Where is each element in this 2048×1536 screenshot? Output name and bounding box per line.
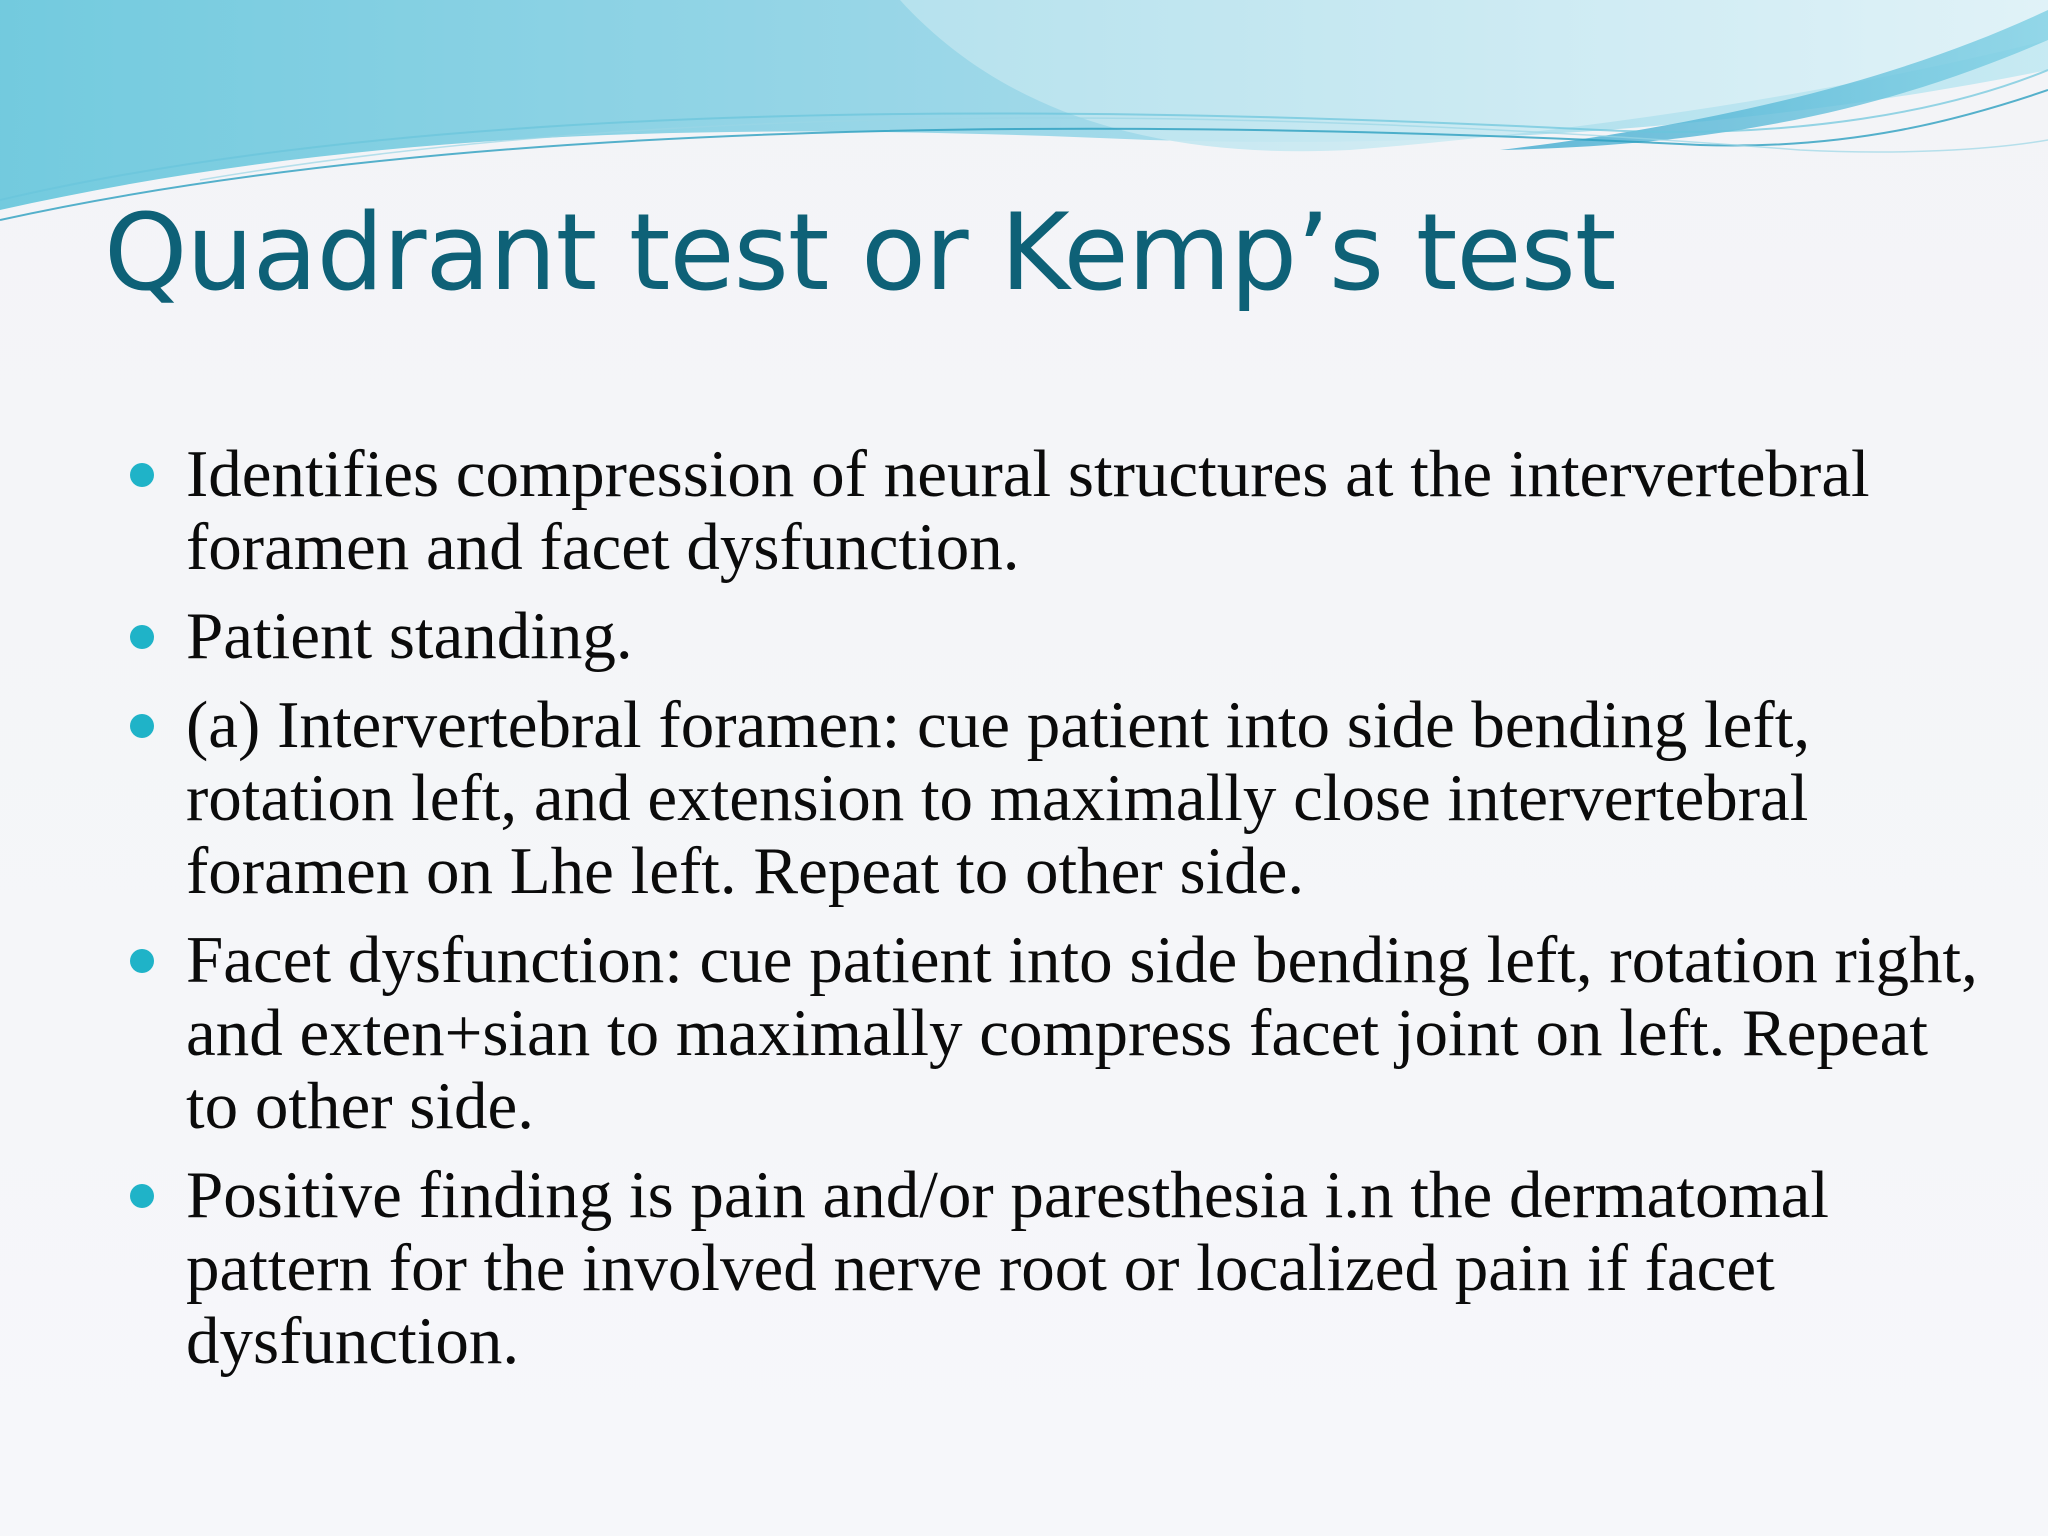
bullet-item xyxy=(130,1159,1990,1378)
bullet-dot-icon xyxy=(130,949,154,973)
bullet-list xyxy=(130,438,1990,1394)
bullet-text: Facet dysfunction: cue patient into side bending left, rotation right, and exten+sian to maximally compress facet joint on left. Repeat to other side. xyxy=(186,923,1978,1143)
bullet-item xyxy=(130,600,1990,673)
bullet-item xyxy=(130,924,1990,1143)
slide-title: Quadrant test or Kemp’s test xyxy=(104,191,1616,314)
bullet-item xyxy=(130,689,1990,908)
bullet-text: Patient standing. xyxy=(186,599,633,673)
bullet-dot-icon xyxy=(130,1184,154,1208)
bullet-item xyxy=(130,438,1990,584)
bullet-text: Positive finding is pain and/or paresthesia i.n the dermatomal pattern for the involved nerve root or localized pain if facet dysfunction. xyxy=(186,1158,1830,1378)
bullet-text: (a) Intervertebral foramen: cue patient into side bending left, rotation left, and extension to maximally close intervertebral foramen on Lhe left. Repeat to other side. xyxy=(186,688,1811,908)
bullet-dot-icon xyxy=(130,625,154,649)
bullet-dot-icon xyxy=(130,463,154,487)
bullet-text: Identifies compression of neural structures at the intervertebral foramen and facet dysfunction. xyxy=(186,437,1870,584)
bullet-dot-icon xyxy=(130,714,154,738)
